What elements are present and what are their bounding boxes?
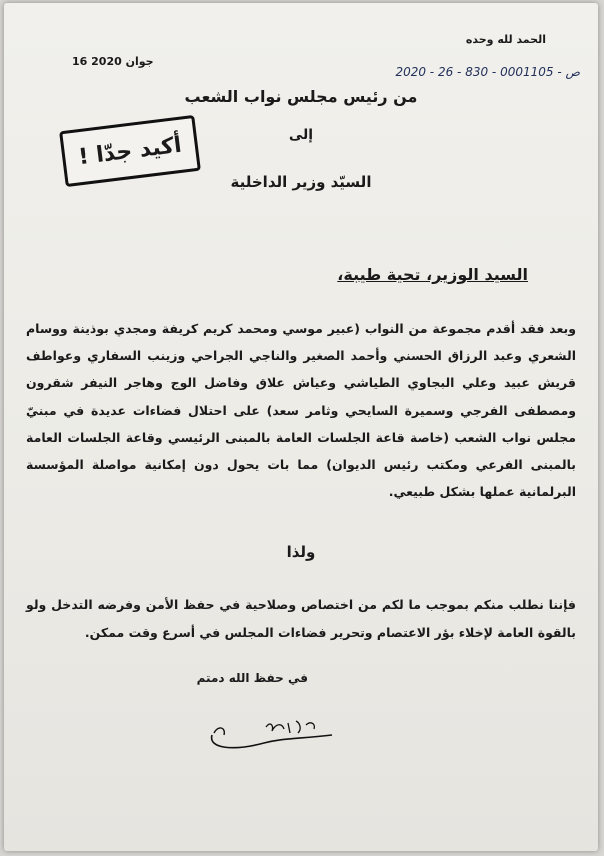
basmala: الحمد لله وحده xyxy=(465,33,546,46)
letter-body: وبعد فقد أقدم مجموعة من النواب (عبير موسي ومحمد كريم كريفة ومجدي بوذينة ووسام الشعري وعبد الرزاق الحسني وأحمد الصغير والناجي الجراحي وزينب السفاري وعواطف قريش عبيد وعلي البجاوي الطياشي وعياش علاق وفاضل الوج وهاجر النيفر شقرون ومصطفى الفرجي وسميرة السايحي وثامر سعد) على احتلال فضاءات عديدة في مبنيّ مجلس نواب الشعب (خاصة قاعة الجلسات العامة بالمبنى الرئيسي وقاعة الجلسات العامة بالمبنى الفرعي ومكتب رئيس الديوان) مما بات يحول دون إمكانية مواصلة المؤسسة البرلمانية عملها بشكل طبيعي. xyxy=(26,321,576,500)
letter-page xyxy=(4,3,598,851)
urgent-stamp: أكيد جدّا ! xyxy=(59,115,201,187)
therefore-heading: ولذا xyxy=(286,543,316,561)
to-label: إلى xyxy=(288,127,314,143)
closing-line: في حفظ الله دمتم xyxy=(196,671,308,685)
reference-number: ص - 0001105 - 830 - 26 - 2020 xyxy=(395,65,580,79)
salutation: السيد الوزير، تحية طيبة، xyxy=(337,265,528,284)
sender-line: من رئيس مجلس نواب الشعب xyxy=(184,87,418,106)
letter-date: 16 جوان 2020 xyxy=(72,55,154,68)
signature-mark xyxy=(204,705,339,753)
recipient-line: السيّد وزير الداخلية xyxy=(230,173,372,191)
request-paragraph: فإننا نطلب منكم بموجب ما لكم من اختصاص وصلاحية في حفظ الأمن وفرضه التدخل ولو بالقوة العامة لإخلاء بؤر الاعتصام وتحرير فضاءات المجلس في أسرع وقت ممكن. xyxy=(26,597,576,640)
